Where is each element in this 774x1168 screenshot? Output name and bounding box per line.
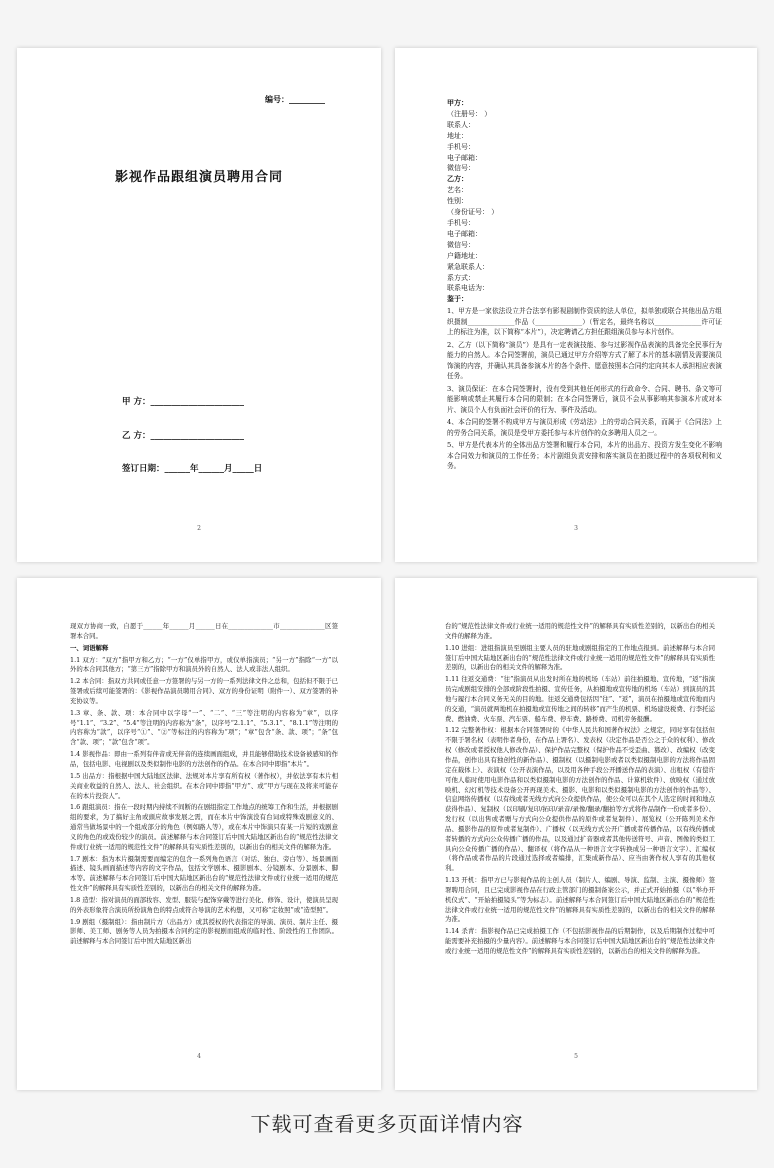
party-info-line: 电子邮箱： <box>447 153 482 162</box>
agreement-intro: 现双方协商一致，自愿于______年______月______日在______________市______________区签署本合同。 <box>70 622 338 640</box>
definition-paragraph: 1.8 造型：指对演员的面部妆容、发型、服装与配饰穿戴等进行美化、修饰、设计，使演员呈现的外表形象符合演员所扮演角色的特点或符合导演的艺术构想，又可称“定妆照”或“造型照”。 <box>70 895 338 914</box>
definition-paragraph: 1.10 进组：进组指演员至剧组主要人员的驻地或剧组指定的工作地点报到。前述解释与本合同签订后中国大陆地区新出台的“规范性法律文件或行业统一适用的规范性文件”的解释具有实质性差别的，以新出台的相关文件的解释为准。 <box>445 643 715 672</box>
party-info-line: 系方式： <box>447 273 475 282</box>
party-info-line: （身份证号： ） <box>447 208 499 217</box>
party-info-line: 联系电话为： <box>447 284 489 293</box>
page-body-text <box>70 622 338 949</box>
party-info-line: 紧急联系人： <box>447 262 489 271</box>
party-info-line: 地址： <box>447 131 468 140</box>
party-info-line: 手机号： <box>447 218 475 227</box>
signing-date-line: 签订日期：______年______月_____日 <box>122 464 263 474</box>
party-info-line: 电子邮箱： <box>447 229 482 238</box>
definition-paragraph: 台的“规范性法律文件或行业统一适用的规范性文件”的解释具有实质性差别的，以新出台的相关文件的解释为准。 <box>445 622 715 640</box>
definition-paragraph: 1.13 开机：指甲方已与影视作品的主创人员（制片人、编剧、导演、监制、主演、摄像师）签署聘用合同，且已完成影视作品在行政主管部门的摄制备案公示，并正式开始拍摄（以“举办开机仪式”、“开始拍摄镜头”等为标志）。前述解释与本合同签订后中国大陆地区新出台的“规范性法律文件或行业统一适用的规范性文件”的解释具有实质性差别的，以新出台的相关文件的解释为准。 <box>445 876 715 924</box>
definition-paragraph: 1.9 剧组（摄制组）：指由制片方（出品方）或其授权的代表指定的导演、演员、制片主任、摄影师、美工师、剧务等人员为拍摄本合同约定的影视剧而组成的临时性、阶段性的工作团队。前述解释与本合同签订后中国大陆地区新出 <box>70 917 338 946</box>
definition-paragraph: 1.4 影视作品：即由一系列有伴音或无伴音的连续画面组成，并且能够借助技术设备被感知的作品，包括电影、电视剧以及类似制作电影的方法创作的作品。在本合同中即指“本片”。 <box>70 750 338 768</box>
definition-paragraph: 1.11 往返交通费：“往”指演员从出发时所在地的机场（车站）前往拍摄地、宣传地，“返”指演员完成剧组安排的全部或阶段性拍摄、宣传任务，从拍摄地或宣传地的机场（车站）到演员的其他与履行本合同义务无关的目的地。往返交通费包括因“往”、“返”，演员在拍摄地或宣传地而内的交通，“演员就两地机在拍摄地或宣传地之间的转移”而产生的机票、机场建设税费、行李托运费、燃油费、火车票、汽车票、船车费、停车费、路桥费、司机劳务报酬。 <box>445 675 715 723</box>
party-info-line: 微信号： <box>447 240 475 249</box>
definition-paragraph: 1.7 剧本：指为本片摄制需要而编定的包含一系列角色语言（对话、独白、旁白等）、场景画面描述、镜头画面描述等内容的文字作品，包括文学剧本、摄影剧本、分镜剧本、分景剧本、脚本等。前述解释与本合同签订后中国大陆地区新出台的“规范性法律文件或行业统一适用的规范性文件”的解释具有实质性差别的，以新出台的相关文件的解释为准。 <box>70 854 338 893</box>
party-info-line: 户籍地址： <box>447 251 482 260</box>
page-number: 4 <box>197 1053 201 1060</box>
party-info-line: 乙方： <box>447 174 468 184</box>
section-heading: 一、词语解释 <box>70 643 109 652</box>
download-more-caption[interactable]: 下载可查看更多页面详情内容 <box>250 1112 524 1136</box>
party-info-line: （注册号： ） <box>447 109 492 118</box>
definition-paragraph: 1.2 本合同：指双方共同或任意一方签署的与另一方的一系列法律文件之总和，包括但不限于已签署或后续可能签署的：《影视作品演员聘用合同》、双方的身份证明（附件一）、双方签署的补充协议等。 <box>70 677 338 705</box>
party-info-line: 艺名： <box>447 186 468 195</box>
page-number: 2 <box>197 525 201 532</box>
definition-paragraph: 1.5 出品方：指根据中国大陆地区法律、法规对本片享有所有权（著作权），并依法享有本片相关商业收益的自然人、法人、社会组织。在本合同中即指“甲方”、或“甲方与现在及将来可能存在的本片投资人”。 <box>70 771 338 800</box>
document-page-parties <box>395 48 757 562</box>
party-info-line: 微信号： <box>447 164 475 173</box>
definition-paragraph: 1.3 章、条、款、项：本合同中以字母“一”、“二”、“三”等注明的内容称为“章”，以序号“1.1”、“3.2”、“5.4”等注明的内容称为“条”，以序号“2.1.1”、“5.3.1”、“8.1.1”等注明的内容称为“款”，以序号“①”、“②”等标注的内容称为“项”；“章”包含“条、款、项”；“条”包含“款、项”；“款”包含“项”。 <box>70 708 338 747</box>
page-number: 3 <box>574 525 578 532</box>
party-info-line: 手机号： <box>447 142 475 151</box>
definition-paragraph: 1.14 杀青：指影视作品已完成拍摄工作（不包括影视作品的后期制作，以及后期制作过程中可能需要补充拍摄的少量内容）。前述解释与本合同签订后中国大陆地区新出台的“规范性法律文件或行业统一适用的规范性文件”的解释具有实质性差别的，以新出台的相关文件的解释为准。 <box>445 927 715 955</box>
recital-clause: 1、甲方是一家依法设立并合法享有影视剧制作资质的法人单位，拟单独或联合其他出品方组织摄制______________作品（______________）（暂定名，最终名称以______________许可证上的标注为准，以下简称“本片”），决定聘请乙方担任跟组演员参与本片创作。 <box>447 307 722 337</box>
party-info-line: 鉴于： <box>447 294 468 304</box>
definition-paragraph: 1.6 跟组演员：指在一段时期内持续不间断的在剧组指定工作地点的统筹工作和生活，并根据剧组的要求，为了搞好主角或頭应故事发展之需，而在本片中饰演没有台词或特殊戏剧意义的、通常当做场景中的一个组成部分的角色（例如路人等），或在本片中饰演只有某一片短的戏剧意义的角色的或戏份较少的演员。前述解释与本合同签订后中国大陆地区新出台的“规范性法律文件或行业统一适用的规范性文件”的解释具有实质性差别的，以新出台的相关文件的解释为准。 <box>70 803 338 851</box>
document-page-cover <box>17 48 381 562</box>
party-info-block <box>447 98 722 474</box>
party-a-signature-line: 甲 方：______________________ <box>122 397 244 407</box>
document-page-definitions <box>17 578 381 1090</box>
recital-clause: 5、甲方是代表本片的全体出品方签署和履行本合同，本片的出品方、投资方发生变化不影响本合同效力和演员的工作任务；本片剧组负责安排和落实演员在拍摄过程中的各项权利和义务。 <box>447 441 722 471</box>
page-number: 5 <box>574 1053 578 1060</box>
definition-paragraph: 1.1 双方：“双方”指甲方和乙方；“一方”仅单指甲方，或仅单指演员；“另一方”指除“一方”以外的本合同其他方；“第三方”指除甲方和演员外的自然人、法人或非法人组织。 <box>70 655 338 674</box>
recital-clause: 4、本合同的签署不构成甲方与演员形成《劳动法》上的劳动合同关系，而属于《合同法》上的劳务合同关系，演员是受甲方委托参与本片创作的众多聘用人员之一。 <box>447 418 722 437</box>
party-info-line: 联系人： <box>447 120 475 129</box>
party-b-signature-line: 乙 方：______________________ <box>122 431 244 441</box>
contract-title: 影视作品跟组演员聘用合同 <box>114 170 283 185</box>
page-body-text <box>445 622 715 959</box>
definition-paragraph: 1.12 完整著作权：根据本合同签署时的《中华人民共和国著作权法》之规定，同时享有包括但不限于署名权（表明作者身份，在作品上署名）、发表权（决定作品是否公之于众的权利）、修改权（修改或者授权他人修改作品）、保护作品完整权（保护作品不受歪曲、篡改）、改编权（改变作品，创作出具有独创性的新作品）、摄制权（以摄制电影或者以类似摄制电影的方法将作品固定在载体上）、表演权（公开表演作品，以及用各种手段公开播送作品的表演）、出租权（有偿许可他人临时使用电影作品和以类似摄制电影的方法创作的作品、计算机软件）、放映权（通过放映机、幻灯机等技术设备公开再现美术、摄影、电影和以类似摄制电影的方法创作的作品等）、信息网络传播权（以有线或者无线方式向公众提供作品，使公众可以在其个人选定的时间和地点获得作品）、复制权（以印刷/复印/拓印/录音/录像/翻录/翻拍等方式将作品制作一份或者多份）、发行权（以出售或者赠与方式向公众提供作品的原件或者复制件）、展览权（公开陈列美术作品、摄影作品的原件或者复制件）、广播权（以无线方式公开广播或者传播作品，以有线传播或者转播的方式向公众传播广播的作品，以及通过扩音器或者其他传送符号、声音、图像的类似工具向公众传播广播的作品）、翻译权（将作品从一种语言文字转换成另一种语言文字）、汇编权（将作品或者作品的片段通过选择或者编排，汇集成新作品）、应当由著作权人享有的其他权利。 <box>445 726 715 873</box>
party-info-line: 甲方： <box>447 98 468 107</box>
recital-clause: 3、演员保证：在本合同签署时，没有受到其他任何形式的行政命令、合同、聘书、条文等可能影响或禁止其履行本合同的限制；在本合同签署后，演员不会从事影响其参演本片或对本片、演员个人有负面社会评价的行为、事件及活动。 <box>447 384 722 414</box>
contract-number: 编号：_________ <box>265 94 325 104</box>
recital-clause: 2、乙方（以下简称“演员”）是具有一定表演技能、参与过影视作品表演的具备完全民事行为能力的自然人。本合同签署前，演员已通过甲方介绍等方式了解了本片的基本剧情及需要演员饰演的内容，并确认其具备参演本片的各个条件、愿意按照本合同约定向其本人承担相应表演任务。 <box>447 340 722 381</box>
party-info-line: 性别： <box>447 197 468 206</box>
document-page-definitions-continued <box>395 578 757 1090</box>
